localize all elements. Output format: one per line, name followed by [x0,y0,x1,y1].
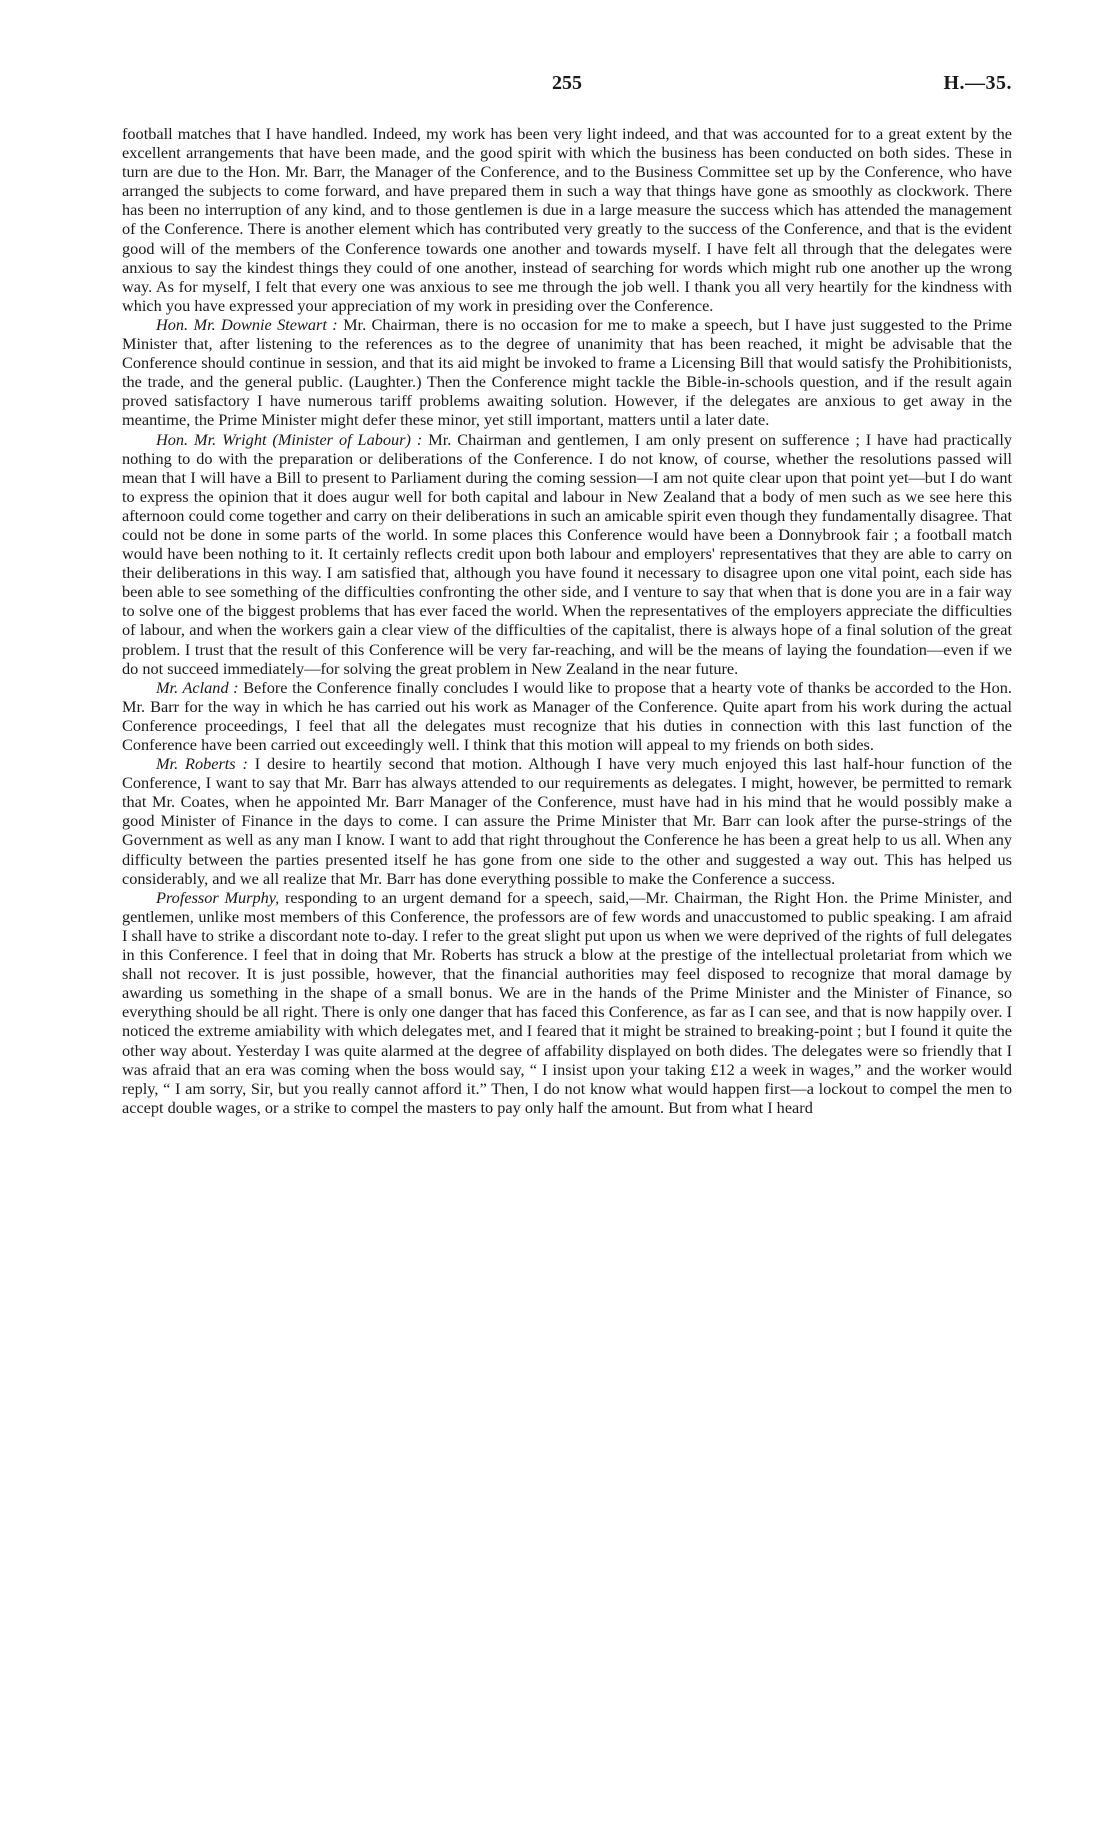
paragraph-acland [122,678,1012,754]
paragraph-text: I desire to heartily second that motion. Although I have very much enjoyed this last half-hour function of the Conference, I want to say that Mr. Barr has always attended to our requirements as delegates. I might, however, be permitted to remark that Mr. Coates, when he appointed Mr. Barr Manager of the Conference, must have had in his mind that he would possibly make a good Minister of Finance in the days to come. I can assure the Prime Minister that Mr. Barr can look after the purse-strings of the Government as well as any man I know. I want to add that right throughout the Conference he has been a great help to us all. When any difficulty between the parties presented itself he has gone from one side to the other and suggested a way out. This has helped us considerably, and we all realize that Mr. Barr has done everything possible to make the Conference a success. [122,754,1013,888]
paragraph-text: football matches that I have handled. Indeed, my work has been very light indeed, and that was accounted for to a great extent by the excellent arrangements that have been made, and the good spirit with which the business has been conducted on both sides. These in turn are due to the Hon. Mr. Barr, the Manager of the Conference, and to the Business Committee set up by the Conference, who have arranged the subjects to come forward, and have prepared them in such a way that things have gone as smoothly as clockwork. There has been no interruption of any kind, and to those gentlemen is due in a large measure the success which has attended the management of the Conference. There is another element which has contributed very greatly to the success of the Conference, and that is the evident good will of the members of the Conference towards one another and towards myself. I have felt all through that the delegates were anxious to say the kindest things they could of one another, instead of searching for words which might rub one another up the wrong way. As for myself, I felt that every one was anxious to see me through the job well. I thank you all very heartily for the kindness with which you have expressed your appreciation of my work in presiding over the Conference. [122,124,1012,315]
speaker-name: Mr. Roberts : [156,754,248,774]
paragraph-continuation [122,124,1012,315]
page-number: 255 [552,72,582,94]
paragraph-murphy [122,888,1012,1117]
speaker-name: Mr. Acland : [156,677,239,697]
paragraph-text: Mr. Chairman, there is no occasion for me to make a speech, but I have just suggested to the Prime Minister that, after listening to the references as to the degree of unanimity that has been reached, it might be advisable that the Conference should continue in session, and that its aid might be invoked to frame a Licensing Bill that would satisfy the Prohibitionists, the trade, and the general public. (Laughter.) Then the Conference might tackle the Bible-in-schools question, and if the result again proved satisfactory I have numerous tariff problems awaiting solution. However, if the delegates are anxious to get away in the meantime, the Prime Minister might defer these minor, yet still important, matters until a later date. [122,314,1013,430]
paragraph-text: Before the Conference finally concludes I would like to propose that a hearty vote of thanks be accorded to the Hon. Mr. Barr for the way in which he has carried out his work as Manager of the Conference. Quite apart from his work during the actual Conference proceedings, I feel that all the delegates must recognize that his duties in connection with this last function of the Conference have been carried out exceedingly well. I think that this motion will appeal to my friends on both sides. [122,677,1012,754]
paragraph-wright [122,430,1012,678]
paragraph-roberts [122,754,1012,888]
speaker-name: Professor Murphy, [156,887,280,907]
document-reference: H.—35. [943,72,1012,94]
page-header [122,72,1012,100]
paragraph-downie-stewart [122,315,1012,430]
body-text [122,124,1012,1117]
speaker-name: Hon. Mr. Downie Stewart : [156,314,338,334]
paragraph-text: responding to an urgent demand for a speech, said,—Mr. Chairman, the Right Hon. the Prime Minister, and gentlemen, unlike most members of this Conference, the professors are of few words and unaccustomed to public speaking. I am afraid I shall have to strike a discordant note to-day. I refer to the great slight put upon us when we were deprived of the rights of full delegates in this Conference. I feel that in doing that Mr. Roberts has struck a blow at the prestige of the intellectual proletariat from which we shall not recover. It is just possible, however, that the financial authorities may feel disposed to recognize that moral damage by awarding us something in the shape of a small bonus. We are in the hands of the Prime Minister and the Minister of Finance, so everything should be all right. There is only one danger that has faced this Conference, as far as I can see, and that is now happily over. I noticed the extreme amiability with which delegates met, and I feared that it might be strained to breaking-point ; but I found it quite the other way about. Yesterday I was quite alarmed at the degree of affability displayed on both dides. The delegates were so friendly that I was afraid that an era was coming when the boss would say, “ I insist upon your taking £12 a week in wages,” and the worker would reply, “ I am sorry, Sir, but you really cannot afford it.” Then, I do not know what would happen first—a lockout to compel the men to accept double wages, or a strike to compel the masters to pay only half the amount. But from what I heard [122,887,1012,1117]
speaker-name: Hon. Mr. Wright (Minister of Labour) : [156,429,423,449]
paragraph-text: Mr. Chairman and gentlemen, I am only present on sufference ; I have had practically nothing to do with the preparation or deliberations of the Conference. I do not know, of course, whether the resolutions passed will mean that I will have a Bill to present to Parliament during the coming session—I am not quite clear upon that point yet—but I do want to express the opinion that it does augur well for both capital and labour in New Zealand that a body of men such as we see here this afternoon could come together and carry on their deliberations in such an amicable spirit even though they fundamentally disagree. That could not be done in some parts of the world. In some places this Conference would have been a Donnybrook fair ; a football match would have been nothing to it. It certainly reflects credit upon both labour and employers' representatives that they are able to carry on their deliberations in this way. I am satisfied that, although you have found it necessary to disagree upon one vital point, each side has been able to see something of the difficulties confronting the other side, and I venture to say that when that is done you are in a fair way to solve one of the biggest problems that has ever faced the world. When the representatives of the employers appreciate the difficulties of labour, and when the workers gain a clear view of the difficulties of the capitalist, there is always hope of a final solution of the great problem. I trust that the result of this Conference will be very far-reaching, and will be the means of laying the foundation—even if we do not succeed immediately—for solving the great problem in New Zealand in the near future. [122,429,1012,678]
